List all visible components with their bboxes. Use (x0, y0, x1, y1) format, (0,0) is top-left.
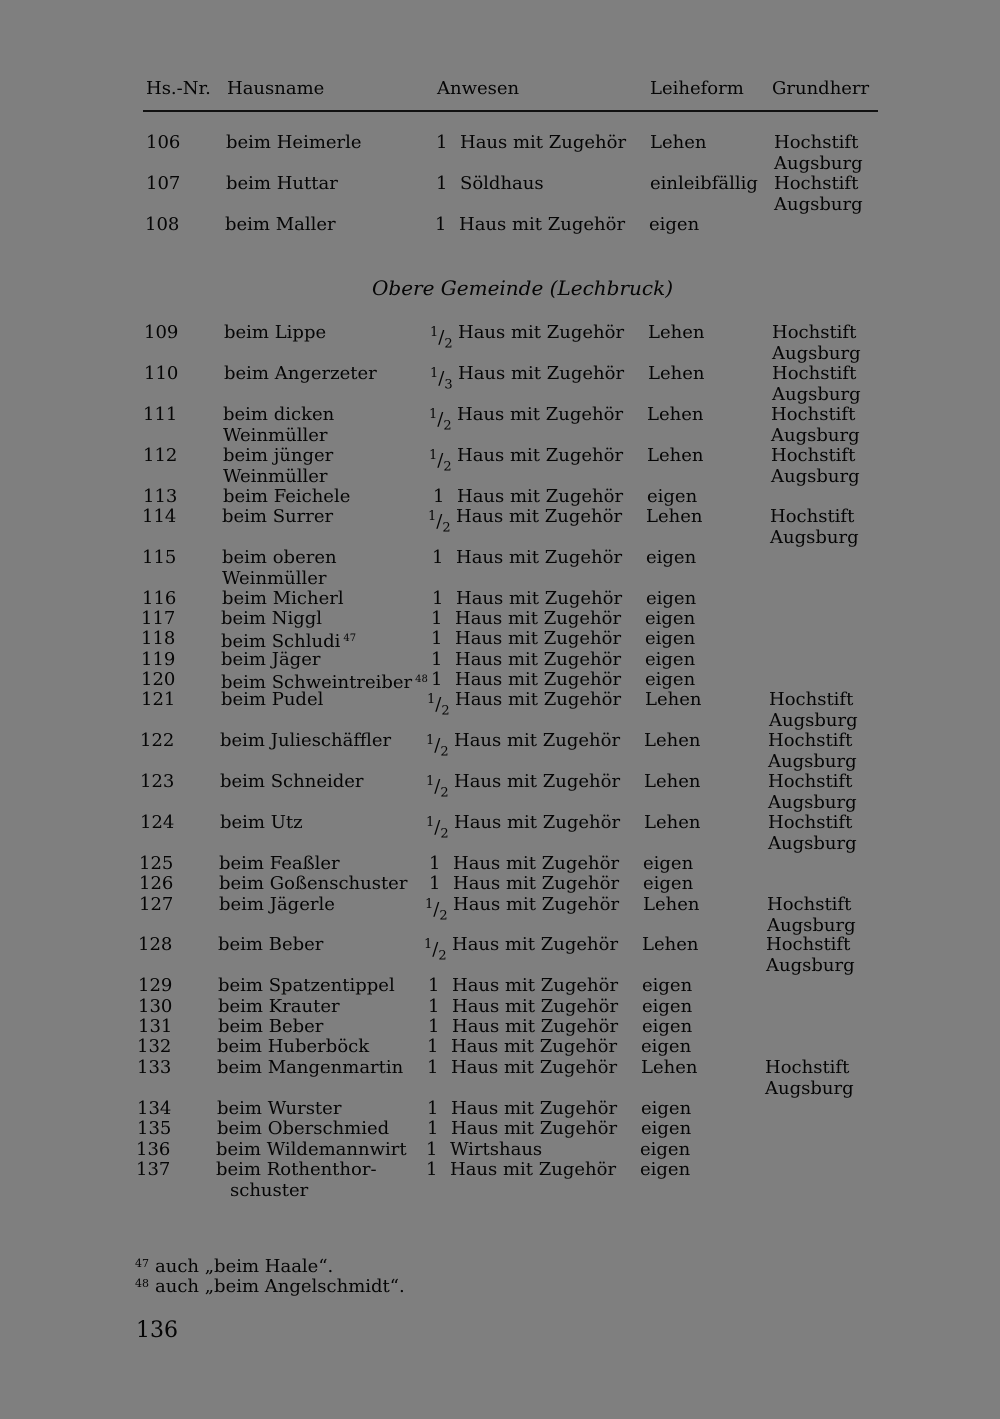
landlord-continued: Augsburg (768, 833, 857, 854)
landlord-continued: Augsburg (769, 710, 858, 731)
footnote (135, 1274, 405, 1297)
house-name: beim Micherl (222, 588, 344, 609)
property-description: Haus mit Zugehör (454, 812, 621, 833)
house-number: 109 (144, 322, 179, 343)
tenure-form: eigen (640, 1139, 691, 1160)
property-description: Haus mit Zugehör (455, 628, 622, 649)
property-description: Haus mit Zugehör (455, 669, 622, 690)
property-description: Wirtshaus (450, 1139, 543, 1160)
property-description: Haus mit Zugehör (455, 608, 622, 629)
table-row (0, 1017, 1000, 1037)
footnote-ref: 48 (415, 674, 428, 685)
landlord-continued: Augsburg (767, 915, 856, 936)
house-number: 113 (143, 486, 178, 507)
header-hausname: Hausname (227, 78, 325, 99)
property-description: Haus mit Zugehör (456, 588, 623, 609)
property-share: 1 (428, 975, 440, 996)
property-description: Haus mit Zugehör (457, 486, 624, 507)
footnote-number: 48 (135, 1277, 149, 1290)
tenure-form: Lehen (647, 445, 704, 466)
table-row (0, 487, 1000, 507)
house-number: 111 (143, 404, 178, 425)
tenure-form: Lehen (644, 812, 701, 833)
house-name: beim Krauter (218, 996, 340, 1017)
landlord-continued: Augsburg (774, 153, 863, 174)
tenure-form: eigen (641, 1098, 692, 1119)
property-share: 1 (427, 1098, 439, 1119)
table-row (0, 976, 1000, 996)
house-name: beim oberen (222, 547, 337, 568)
landlord: Hochstift (768, 812, 853, 833)
property-share: $^1/_2$ (426, 815, 449, 842)
property-description: Haus mit Zugehör (451, 1098, 618, 1119)
property-share: 1 (427, 1036, 439, 1057)
house-number: 123 (140, 771, 175, 792)
house-number: 107 (146, 173, 181, 194)
property-description: Haus mit Zugehör (459, 214, 626, 235)
tenure-form: eigen (642, 1016, 693, 1037)
house-name: beim Oberschmied (217, 1118, 390, 1139)
house-number: 126 (139, 873, 174, 894)
property-description: Haus mit Zugehör (453, 853, 620, 874)
tenure-form: eigen (645, 649, 696, 670)
house-name: beim Schweintreiber $^{48}$ (221, 672, 428, 693)
property-description: Haus mit Zugehör (460, 132, 627, 153)
landlord: Hochstift (768, 730, 853, 751)
tenure-form: eigen (642, 996, 693, 1017)
house-name: beim Pudel (221, 689, 324, 710)
house-number: 124 (140, 812, 175, 833)
table-row (0, 1099, 1000, 1119)
house-name: beim Heimerle (226, 132, 362, 153)
tenure-form: eigen (640, 1159, 691, 1180)
section-title: Obere Gemeinde (Lechbruck) (372, 276, 674, 300)
house-name-continued: Weinmüller (222, 568, 327, 589)
house-name: beim dicken (223, 404, 335, 425)
property-share: 1 (431, 649, 443, 670)
property-description: Haus mit Zugehör (458, 363, 625, 384)
property-share: 1 (429, 873, 441, 894)
property-share: 1 (431, 669, 443, 690)
property-description: Haus mit Zugehör (451, 1118, 618, 1139)
table-row (0, 689, 1000, 719)
header-grundherr: Grundherr (772, 78, 870, 99)
house-name: beim Schludi $^{47}$ (221, 631, 357, 652)
house-number: 118 (141, 628, 176, 649)
tenure-form: eigen (643, 853, 694, 874)
tenure-form: Lehen (644, 771, 701, 792)
tenure-form: eigen (645, 669, 696, 690)
property-description: Haus mit Zugehör (453, 894, 620, 915)
tenure-form: Lehen (648, 363, 705, 384)
table-row (0, 1058, 1000, 1078)
house-number: 128 (138, 934, 173, 955)
landlord: Hochstift (772, 363, 857, 384)
table-row (0, 854, 1000, 874)
header-nr: Hs.-Nr. (146, 78, 211, 99)
table-row (0, 730, 1000, 760)
house-number: 119 (141, 649, 176, 670)
table-row (0, 445, 1000, 475)
house-name: beim Jägerle (219, 894, 335, 915)
property-share: 1 (426, 1139, 438, 1160)
property-share: $^1/_2$ (426, 774, 449, 801)
landlord: Hochstift (766, 934, 851, 955)
property-description: Haus mit Zugehör (452, 1016, 619, 1037)
property-description: Haus mit Zugehör (455, 689, 622, 710)
landlord: Hochstift (767, 894, 852, 915)
landlord-continued: Augsburg (771, 425, 860, 446)
landlord-continued: Augsburg (772, 384, 861, 405)
landlord: Hochstift (769, 689, 854, 710)
property-description: Haus mit Zugehör (458, 322, 625, 343)
house-name: beim Huberböck (217, 1036, 370, 1057)
tenure-form: eigen (646, 547, 697, 568)
table-row (0, 650, 1000, 670)
house-name: beim Feaßler (219, 853, 340, 874)
landlord: Hochstift (771, 404, 856, 425)
header-rule (143, 110, 878, 112)
table-row (0, 548, 1000, 568)
property-share: $^1/_2$ (430, 325, 453, 352)
tenure-form: eigen (641, 1118, 692, 1139)
house-number: 134 (137, 1098, 172, 1119)
property-description: Haus mit Zugehör (456, 547, 623, 568)
table-row (0, 894, 1000, 924)
property-share: $^1/_2$ (425, 897, 448, 924)
house-name-continued: schuster (230, 1180, 309, 1201)
property-description: Haus mit Zugehör (456, 506, 623, 527)
table-row (0, 669, 1000, 693)
house-name: beim Julieschäffler (220, 730, 392, 751)
tenure-form: Lehen (646, 506, 703, 527)
house-name: beim Utz (220, 812, 303, 833)
landlord: Hochstift (765, 1057, 850, 1078)
landlord-continued: Augsburg (765, 1078, 854, 1099)
table-row (0, 215, 1000, 235)
house-name: beim Beber (218, 934, 324, 955)
table-row (0, 609, 1000, 629)
footnote-text: auch „beim Angelschmidt“. (155, 1276, 405, 1297)
property-share: 1 (435, 214, 447, 235)
house-number: 127 (139, 894, 174, 915)
landlord: Hochstift (771, 445, 856, 466)
property-description: Söldhaus (460, 173, 544, 194)
tenure-form: Lehen (648, 322, 705, 343)
landlord: Hochstift (768, 771, 853, 792)
tenure-form: eigen (645, 608, 696, 629)
tenure-form: eigen (647, 486, 698, 507)
property-share: 1 (427, 1118, 439, 1139)
property-description: Haus mit Zugehör (453, 873, 620, 894)
tenure-form: eigen (645, 628, 696, 649)
property-description: Haus mit Zugehör (454, 730, 621, 751)
property-share: 1 (436, 132, 448, 153)
tenure-form: Lehen (641, 1057, 698, 1078)
house-name: beim jünger (223, 445, 334, 466)
tenure-form: Lehen (643, 894, 700, 915)
house-name: beim Maller (225, 214, 336, 235)
tenure-form: Lehen (644, 730, 701, 751)
property-share: 1 (432, 547, 444, 568)
tenure-form: eigen (649, 214, 700, 235)
tenure-form: eigen (643, 873, 694, 894)
tenure-form: Lehen (650, 132, 707, 153)
table-row (0, 874, 1000, 894)
table-row (0, 404, 1000, 434)
house-name: beim Beber (218, 1016, 324, 1037)
house-number: 137 (136, 1159, 171, 1180)
tenure-form: Lehen (647, 404, 704, 425)
house-number: 114 (142, 506, 177, 527)
landlord-continued: Augsburg (771, 466, 860, 487)
header-anwesen: Anwesen (437, 78, 520, 99)
table-row (0, 506, 1000, 536)
house-name: beim Niggl (221, 608, 323, 629)
property-share: $^1/_2$ (424, 937, 447, 964)
table-row (0, 133, 1000, 153)
property-share: $^1/_2$ (429, 448, 452, 475)
house-name: beim Spatzentippel (218, 975, 395, 996)
house-name: beim Wurster (217, 1098, 342, 1119)
landlord-continued: Augsburg (768, 792, 857, 813)
house-number: 136 (136, 1139, 171, 1160)
landlord-continued: Augsburg (772, 343, 861, 364)
property-description: Haus mit Zugehör (452, 975, 619, 996)
table-row (0, 771, 1000, 801)
house-number: 121 (141, 689, 176, 710)
tenure-form: eigen (646, 588, 697, 609)
footnote-number: 47 (135, 1257, 149, 1270)
house-number: 112 (143, 445, 178, 466)
property-description: Haus mit Zugehör (454, 771, 621, 792)
property-share: 1 (426, 1159, 438, 1180)
table-row (0, 934, 1000, 964)
landlord-continued: Augsburg (766, 955, 855, 976)
property-share: $^1/_2$ (426, 733, 449, 760)
table-row (0, 589, 1000, 609)
property-description: Haus mit Zugehör (451, 1036, 618, 1057)
table-row (0, 363, 1000, 393)
tenure-form: eigen (642, 975, 693, 996)
house-number: 125 (139, 853, 174, 874)
property-share: 1 (432, 588, 444, 609)
property-share: 1 (433, 486, 445, 507)
landlord: Hochstift (770, 506, 855, 527)
property-share: $^1/_2$ (428, 509, 451, 536)
property-share: 1 (436, 173, 448, 194)
property-description: Haus mit Zugehör (457, 404, 624, 425)
page-number: 136 (136, 1318, 178, 1343)
property-share: 1 (431, 608, 443, 629)
house-name: beim Mangenmartin (217, 1057, 404, 1078)
house-name: beim Feichele (223, 486, 351, 507)
house-number: 110 (144, 363, 179, 384)
property-description: Haus mit Zugehör (452, 934, 619, 955)
tenure-form: eigen (641, 1036, 692, 1057)
table-row (0, 322, 1000, 352)
house-number: 106 (146, 132, 181, 153)
house-number: 130 (138, 996, 173, 1017)
table-row (0, 174, 1000, 194)
house-number: 135 (137, 1118, 172, 1139)
tenure-form: einleibfällig (650, 173, 758, 194)
property-share: 1 (429, 853, 441, 874)
header-leiheform: Leiheform (650, 78, 744, 99)
footnote-text: auch „beim Haale“. (155, 1256, 334, 1277)
table-row (0, 1037, 1000, 1057)
table-row (0, 997, 1000, 1017)
table-row (0, 1119, 1000, 1139)
table-row (0, 812, 1000, 842)
house-number: 116 (142, 588, 177, 609)
landlord-continued: Augsburg (770, 527, 859, 548)
house-name: beim Rothenthor- (216, 1159, 377, 1180)
house-name-continued: Weinmüller (223, 466, 328, 487)
footnote-ref: 47 (343, 633, 357, 644)
house-name: beim Wildemannwirt (216, 1139, 407, 1160)
landlord-continued: Augsburg (774, 194, 863, 215)
house-number: 120 (141, 669, 176, 690)
property-description: Haus mit Zugehör (457, 445, 624, 466)
property-share: $^1/_3$ (430, 366, 453, 393)
tenure-form: Lehen (645, 689, 702, 710)
house-name: beim Jäger (221, 649, 321, 670)
house-number: 132 (137, 1036, 172, 1057)
table-row (0, 1160, 1000, 1180)
property-description: Haus mit Zugehör (455, 649, 622, 670)
landlord: Hochstift (772, 322, 857, 343)
house-number: 131 (138, 1016, 173, 1037)
house-number: 133 (137, 1057, 172, 1078)
property-share: $^1/_2$ (427, 692, 450, 719)
house-name: beim Lippe (224, 322, 327, 343)
house-name: beim Goßenschuster (219, 873, 408, 894)
property-description: Haus mit Zugehör (450, 1159, 617, 1180)
property-share: $^1/_2$ (429, 407, 452, 434)
property-share: 1 (428, 996, 440, 1017)
house-name-continued: Weinmüller (223, 425, 328, 446)
house-name: beim Angerzeter (224, 363, 377, 384)
property-share: 1 (427, 1057, 439, 1078)
house-number: 108 (145, 214, 180, 235)
house-name: beim Surrer (222, 506, 334, 527)
house-number: 117 (141, 608, 176, 629)
house-name: beim Huttar (226, 173, 338, 194)
property-share: 1 (428, 1016, 440, 1037)
tenure-form: Lehen (642, 934, 699, 955)
property-share: 1 (431, 628, 443, 649)
house-name: beim Schneider (220, 771, 364, 792)
landlord: Hochstift (774, 173, 859, 194)
table-row (0, 628, 1000, 652)
house-number: 129 (138, 975, 173, 996)
property-description: Haus mit Zugehör (452, 996, 619, 1017)
house-number: 115 (142, 547, 177, 568)
property-description: Haus mit Zugehör (451, 1057, 618, 1078)
house-number: 122 (140, 730, 175, 751)
table-row (0, 1140, 1000, 1160)
landlord: Hochstift (774, 132, 859, 153)
landlord-continued: Augsburg (768, 751, 857, 772)
